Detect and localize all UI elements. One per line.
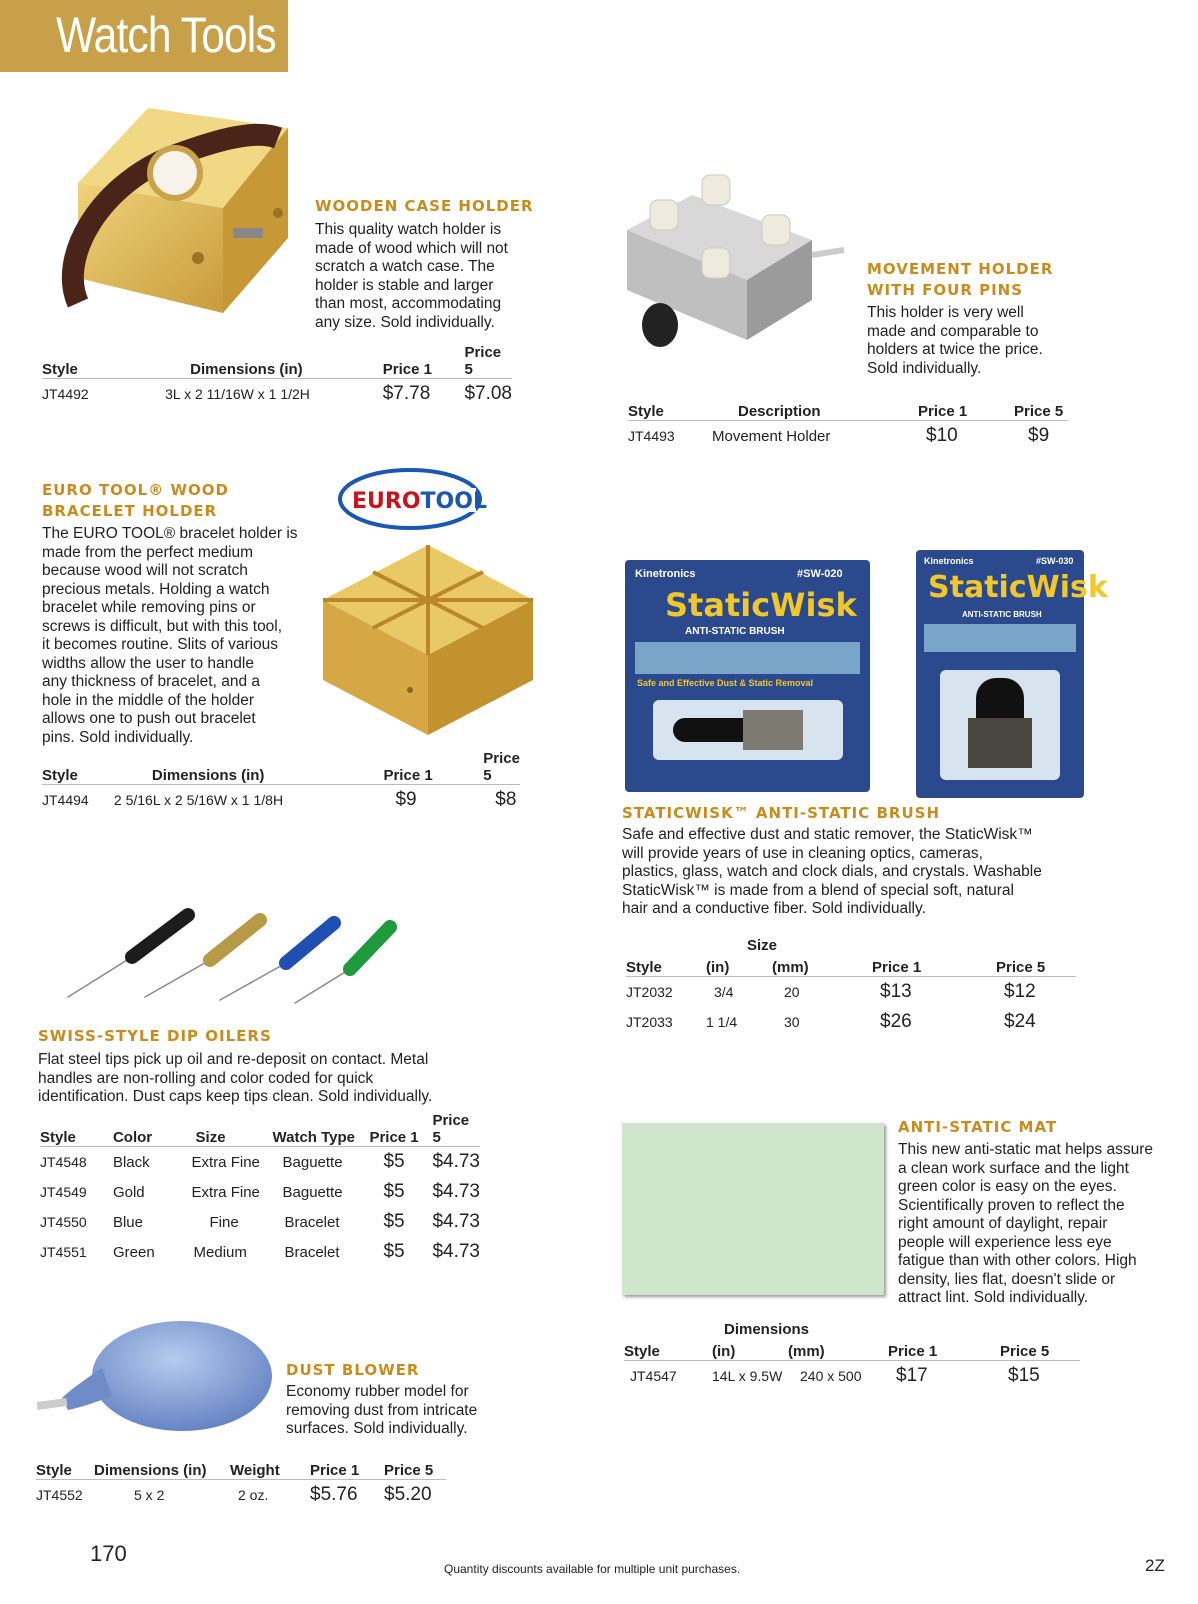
text-line: made from the perfect medium (42, 543, 254, 561)
table-cell: $4.73 (432, 1181, 480, 1202)
table-header-row (40, 1112, 480, 1147)
table-cell: JT2033 (626, 1014, 673, 1030)
staticwisk-package-1 (625, 560, 870, 792)
table-header-cell: Price 1 (383, 750, 483, 785)
text-line: plastics, glass, watch and clock dials, and crystals. Washable (622, 863, 1042, 880)
table-cell: Extra Fine (191, 1153, 260, 1171)
staticwisk-package-2 (916, 550, 1108, 798)
table-header-cell: Price 1 (872, 952, 996, 977)
text-line: will provide years of use in cleaning optics, cameras, (622, 844, 983, 862)
table-cell: $8 (495, 789, 517, 810)
table-cell: $12 (1004, 981, 1036, 1002)
table-header-cell: Price 5 (384, 1455, 446, 1480)
table-cell: JT4493 (628, 428, 675, 444)
text-line: Flat steel tips pick up oil and re-deposit on contact. Metal (38, 1051, 429, 1068)
text-line: a clean work surface and the light (898, 1159, 1129, 1177)
table-cell: Fine (209, 1213, 239, 1231)
text-line: The EURO TOOL® bracelet holder is (42, 525, 298, 542)
table-cell: 2 oz. (238, 1487, 269, 1503)
text-line: This quality watch holder is (315, 221, 502, 238)
text-line: hair and a conductive fiber. Sold individually. (622, 900, 926, 917)
text-line: This new anti-static mat helps assure (898, 1141, 1153, 1158)
table-cell: 1 1/4 (706, 1014, 738, 1030)
table-header-cell: Price 5 (483, 750, 520, 784)
table-cell: JT4547 (630, 1368, 677, 1384)
staticwisk-title: STATICWISK™ ANTI-STATIC BRUSH (622, 804, 940, 822)
text-line: scratch a watch case. The (315, 258, 495, 275)
anti-static-mat-image (622, 1123, 884, 1295)
text-line: surfaces. Sold individually. (286, 1420, 468, 1437)
staticwisk-desc (622, 826, 1092, 919)
table-cell: Green (112, 1243, 155, 1261)
table-cell: $24 (1004, 1011, 1036, 1032)
package-brand: Kinetronics (635, 568, 696, 580)
table-cell: JT4494 (42, 792, 89, 808)
size-group-label: Size (747, 937, 778, 954)
table-cell: 3L x 2 11/16W x 1 1/2H (165, 386, 310, 402)
table-cell: $4.73 (432, 1211, 480, 1232)
table-header-row (36, 1455, 446, 1480)
table-header-cell: Dimensions (in) (94, 1455, 230, 1480)
text-line: BRACELET HOLDER (42, 502, 218, 520)
table-cell: Bracelet (284, 1213, 340, 1231)
table-cell: $17 (896, 1365, 928, 1386)
table-header-cell: Dimensions (in) (114, 750, 384, 785)
table-cell: Bracelet (284, 1243, 340, 1261)
table-cell: JT4550 (40, 1214, 87, 1230)
table-row (42, 379, 512, 410)
dimensions-group-label: Dimensions (724, 1321, 810, 1338)
text-line: any thickness of bracelet, and a (42, 673, 260, 690)
text-line: hole in the middle of the holder (42, 691, 254, 709)
text-line: holder is stable and larger (315, 276, 494, 294)
table-cell: Baguette (282, 1153, 343, 1171)
table-header-cell: (mm) (784, 1336, 888, 1361)
text-line: screws is difficult, but with this tool, (42, 617, 283, 635)
table-cell: $4.73 (432, 1241, 480, 1262)
table-header-cell: Price 5 (432, 1112, 480, 1147)
table-header-row (626, 952, 1076, 977)
table-cell: $5 (383, 1151, 405, 1172)
text-line: green color is easy on the eyes. (898, 1178, 1117, 1195)
table-cell: 20 (784, 984, 800, 1000)
package-code: #SW-030 (1036, 556, 1074, 566)
table-row (40, 1207, 480, 1237)
package-photo-strip (635, 642, 860, 674)
black-handle (132, 915, 188, 957)
text-line: because wood will not scratch (42, 562, 248, 579)
text-line: StaticWisk™ is made from a blend of special soft, natural (622, 881, 1014, 899)
table-header-cell: Style (628, 396, 712, 421)
table-cell: 2 5/16L x 2 5/16W x 1 1/8H (113, 792, 284, 808)
table-cell: $10 (926, 425, 958, 446)
table-header-cell: Weight (230, 1455, 310, 1480)
table-header-cell: Style (42, 344, 108, 379)
table-header-cell: Style (626, 952, 706, 977)
text-line: widths allow the user to handle (42, 654, 254, 672)
dust-blower-desc (286, 1383, 516, 1439)
table-header-cell: Price 1 (918, 396, 1014, 421)
table-cell: JT4492 (42, 386, 89, 402)
blue-handle (286, 923, 334, 963)
wooden-case-holder-desc (315, 221, 555, 332)
footer-note: Quantity discounts available for multiple unit purchases. (444, 1562, 741, 1576)
movement-holder-table (628, 396, 1068, 451)
table-header-cell: (mm) (772, 952, 872, 977)
table-header-cell: Price 5 (996, 952, 1076, 977)
movement-holder-image (622, 170, 852, 370)
text-line: EURO TOOL® WOOD (42, 481, 229, 499)
text-line: any size. Sold individually. (315, 313, 495, 331)
text-line: made and comparable to (867, 322, 1039, 340)
table-header-cell: Price 1 (383, 344, 465, 379)
table-cell: Gold (112, 1183, 145, 1201)
text-line: pins. Sold individually. (42, 728, 194, 746)
wooden-case-holder-title: WOODEN CASE HOLDER (315, 197, 534, 215)
table-header-cell: Price 1 (888, 1336, 1000, 1361)
table-cell: Extra Fine (191, 1183, 260, 1201)
dip-oilers-image (60, 905, 400, 1005)
table-cell: JT4551 (40, 1244, 87, 1260)
table-cell: $5.20 (384, 1484, 432, 1505)
table-header-cell: Color (113, 1112, 192, 1147)
table-cell: $7.78 (382, 383, 431, 404)
package-sub: ANTI-STATIC BRUSH (962, 610, 1042, 619)
table-row (626, 977, 1076, 1008)
table-header-cell: Style (42, 750, 114, 785)
table-cell: $5.76 (310, 1484, 358, 1505)
text-line: Economy rubber model for (286, 1383, 469, 1400)
table-cell: $26 (880, 1011, 912, 1032)
table-row (42, 785, 520, 816)
table-header-cell: Price 5 (464, 344, 512, 379)
table-cell: 14L x 9.5W (712, 1368, 783, 1384)
dust-blower-image (32, 1318, 282, 1448)
text-line: removing dust from intricate (286, 1401, 478, 1419)
anti-static-mat-desc (898, 1141, 1188, 1308)
table-cell: 30 (784, 1014, 800, 1030)
logo-text: EUROTOOL (352, 489, 487, 514)
text-line: people will experience less eye (898, 1233, 1112, 1251)
table-header-cell: Style (624, 1336, 712, 1361)
text-line: made of wood which will not (315, 239, 508, 257)
table-cell: Baguette (282, 1183, 343, 1201)
text-line: holders at twice the price. (867, 341, 1043, 358)
wooden-case-holder-table (42, 344, 512, 409)
text-line: allows one to push out bracelet (42, 710, 256, 727)
page-title: Watch Tools (56, 7, 276, 63)
table-cell: 5 x 2 (134, 1487, 165, 1503)
table-cell: $9 (1028, 425, 1050, 446)
table-header-cell: (in) (706, 952, 772, 977)
movement-holder-desc (867, 304, 1097, 378)
table-row (40, 1177, 480, 1207)
dust-blower-title: DUST BLOWER (286, 1361, 420, 1379)
package-name: StaticWisk (928, 570, 1108, 605)
anti-static-mat-title: ANTI-STATIC MAT (898, 1118, 1058, 1136)
table-row (628, 421, 1068, 452)
table-cell: $5 (383, 1241, 405, 1262)
table-cell: Blue (112, 1213, 143, 1231)
table-header-cell: Size (192, 1112, 273, 1147)
dust-blower-table (36, 1455, 446, 1510)
text-line: it becomes routine. Slits of various (42, 636, 279, 653)
table-header-cell: Price 5 (1014, 396, 1068, 421)
table-header-row (42, 344, 512, 379)
table-header-cell: Style (36, 1455, 94, 1480)
wooden-case-holder-image (38, 98, 308, 328)
table-header-cell: Dimensions (in) (108, 344, 383, 379)
table-cell: $7.08 (464, 383, 512, 404)
text-line: identification. Dust caps keep tips clean. Sold individually. (38, 1088, 433, 1105)
table-cell: Medium (193, 1243, 247, 1261)
table-cell: 240 x 500 (800, 1368, 862, 1384)
green-handle (350, 927, 390, 969)
package-brand: Kinetronics (924, 556, 974, 566)
package-tag: Safe and Effective Dust & Static Removal (637, 678, 814, 688)
table-cell: $13 (880, 981, 912, 1002)
package-brush (653, 700, 843, 760)
euro-tool-holder-desc (42, 525, 312, 747)
dip-oilers-desc (38, 1051, 498, 1107)
euro-tool-holder-table (42, 750, 520, 815)
table-header-cell: Price 1 (369, 1112, 432, 1147)
gold-handle (210, 920, 260, 960)
table-row (624, 1361, 1080, 1392)
package-code: #SW-020 (797, 568, 843, 580)
text-line: bracelet while removing pins or (42, 599, 256, 616)
text-line: right amount of daylight, repair (898, 1215, 1108, 1232)
table-cell: $4.73 (432, 1151, 480, 1172)
footer-code: 2Z (1145, 1556, 1165, 1575)
euro-tool-holder-title (42, 480, 229, 522)
table-header-cell: Description (712, 396, 918, 421)
text-line: handles are non-rolling and color coded for quick (38, 1069, 374, 1087)
text-line: MOVEMENT HOLDER (867, 260, 1054, 278)
text-line: precious metals. Holding a watch (42, 580, 270, 598)
table-header-cell: Price 5 (1000, 1336, 1080, 1361)
table-cell: JT4552 (36, 1487, 83, 1503)
dip-oilers-title: SWISS-STYLE DIP OILERS (38, 1027, 272, 1045)
bracelet-holder-image (318, 540, 540, 740)
table-cell: Black (112, 1153, 150, 1171)
movement-holder-title (867, 259, 1053, 301)
table-header-row (628, 396, 1068, 421)
text-line: Sold individually. (867, 359, 982, 377)
text-line: This holder is very well (867, 304, 1024, 321)
page-number: 170 (90, 1541, 127, 1566)
text-line: attract lint. Sold individually. (898, 1289, 1089, 1306)
table-row (36, 1480, 446, 1511)
text-line: Scientifically proven to reflect the (898, 1196, 1125, 1214)
table-header-cell: Watch Type (273, 1112, 370, 1147)
text-line: WITH FOUR PINS (867, 281, 1024, 299)
text-line: than most, accommodating (315, 295, 502, 312)
package-photo-strip (924, 624, 1076, 652)
text-line: fatigue than with other colors. High (898, 1252, 1137, 1269)
table-header-row (42, 750, 520, 785)
table-header-cell: Price 1 (310, 1455, 384, 1480)
table-header-row (624, 1336, 1080, 1361)
text-line: Safe and effective dust and static remover, the StaticWisk™ (622, 826, 1033, 843)
text-line: density, lies flat, doesn't slide or (898, 1270, 1116, 1288)
package-brush (940, 670, 1060, 780)
eurotool-logo (338, 468, 486, 530)
table-cell: JT4548 (40, 1154, 87, 1170)
table-row (626, 1007, 1076, 1037)
table-cell: 3/4 (714, 984, 734, 1000)
table-cell: $9 (395, 789, 417, 810)
table-cell: JT2032 (626, 984, 673, 1000)
package-name: StaticWisk (665, 586, 857, 624)
table-row (40, 1147, 480, 1178)
table-cell: $15 (1008, 1365, 1040, 1386)
table-cell: $5 (383, 1181, 405, 1202)
dip-oilers-table (40, 1112, 480, 1267)
table-header-cell: Style (40, 1112, 113, 1147)
anti-static-mat-table (624, 1336, 1080, 1391)
staticwisk-table (626, 952, 1076, 1037)
table-cell: JT4549 (40, 1184, 87, 1200)
table-cell: $5 (383, 1211, 405, 1232)
table-cell: Movement Holder (712, 427, 831, 445)
table-header-cell: (in) (712, 1336, 784, 1361)
table-row (40, 1237, 480, 1267)
package-sub: ANTI-STATIC BRUSH (685, 626, 785, 637)
